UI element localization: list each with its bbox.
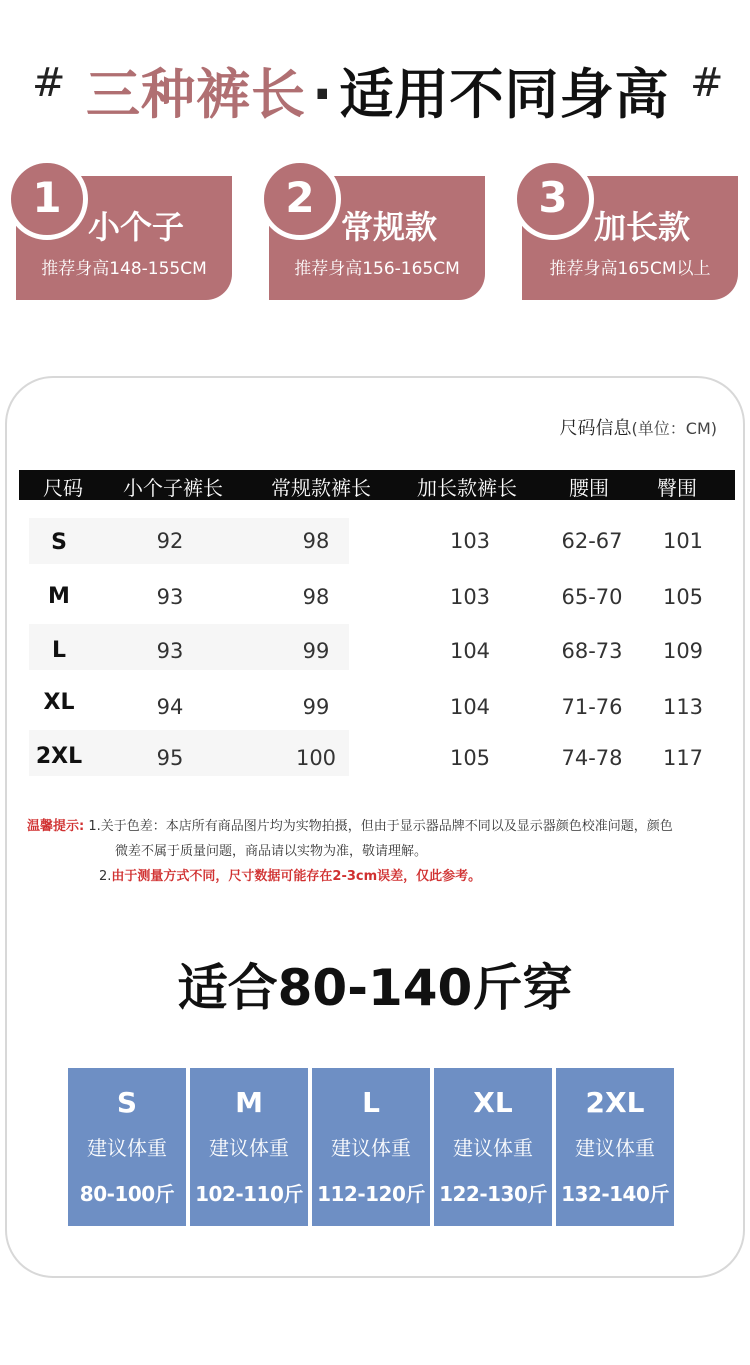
cell-long: 103 (449, 529, 491, 553)
size-info-unit: (单位：CM) (631, 419, 717, 438)
cell-size: S (51, 530, 67, 555)
size-panel (5, 376, 745, 1278)
weight-label: 建议体重 (87, 1136, 167, 1160)
cell-long: 104 (449, 695, 491, 719)
title-accent: 三种裤长 (86, 63, 306, 126)
weight-label: 建议体重 (331, 1136, 411, 1160)
card-height: 推荐身高165CM以上 (549, 259, 711, 279)
weight-box-m (190, 1068, 308, 1226)
title-rest: 适用不同身高 (339, 63, 670, 126)
weight-label: 建议体重 (209, 1136, 289, 1160)
weight-box-xl (434, 1068, 552, 1226)
cell-regular: 100 (295, 746, 337, 770)
cell-waist: 74-78 (561, 746, 623, 770)
row-shade (29, 518, 349, 564)
card-number-badge: 2 (259, 158, 341, 240)
card-height: 推荐身高156-165CM (294, 259, 460, 279)
weight-box-2xl (556, 1068, 674, 1226)
weight-label: 建议体重 (453, 1136, 533, 1160)
weight-size: 2XL (585, 1086, 645, 1119)
cell-waist: 68-73 (561, 639, 623, 663)
cell-hip: 113 (662, 695, 704, 719)
cell-waist: 65-70 (561, 585, 623, 609)
cell-regular: 98 (302, 529, 330, 553)
header-long-length: 加长款裤长 (417, 476, 517, 500)
page-title (0, 52, 750, 132)
title-dot: · (312, 63, 334, 126)
header-petite-length: 小个子裤长 (123, 476, 223, 500)
cell-hip: 117 (662, 746, 704, 770)
cell-petite: 95 (156, 746, 184, 770)
tip-text-2: 由于测量方式不同，尺寸数据可能存在2-3cm误差，仅此参考。 (111, 869, 482, 884)
size-info-label: 尺码信息 (559, 418, 632, 439)
header-waist: 腰围 (569, 476, 609, 500)
tip-text-1: 1.关于色差：本店所有商品图片均为实物拍摄，但由于显示器品牌不同以及显示器颜色校准问题，颜色 (88, 819, 673, 834)
cell-petite: 94 (156, 695, 184, 719)
card-height: 推荐身高148-155CM (41, 259, 207, 279)
header-size: 尺码 (43, 476, 83, 500)
cell-waist: 62-67 (561, 529, 623, 553)
weight-size: M (235, 1086, 263, 1119)
tip-line-2 (99, 864, 481, 889)
cell-regular: 99 (302, 695, 330, 719)
cell-regular: 98 (302, 585, 330, 609)
cell-long: 103 (449, 585, 491, 609)
cell-waist: 71-76 (561, 695, 623, 719)
title-text (86, 52, 670, 129)
cell-size: L (51, 638, 67, 663)
size-info-title (560, 414, 717, 440)
weight-size: XL (473, 1086, 513, 1119)
cell-petite: 93 (156, 585, 184, 609)
cell-size: XL (43, 690, 75, 715)
weight-range: 102-110斤 (195, 1182, 303, 1206)
cell-long: 104 (449, 639, 491, 663)
card-name: 常规款 (340, 208, 437, 246)
header-hip: 臀围 (657, 476, 697, 500)
cell-hip: 101 (662, 529, 704, 553)
card-name: 小个子 (87, 208, 184, 246)
weight-box-s (68, 1068, 186, 1226)
card-name: 加长款 (593, 208, 690, 246)
cell-hip: 109 (662, 639, 704, 663)
hash-left: # (32, 60, 66, 106)
cell-long: 105 (449, 746, 491, 770)
tip-number-2: 2. (99, 869, 112, 884)
fit-weight-title: 适合80-140斤穿 (177, 959, 573, 1017)
size-table-header (19, 470, 735, 500)
header-regular-length: 常规款裤长 (271, 476, 371, 500)
row-shade (29, 624, 349, 670)
tips-label: 温馨提示: (27, 819, 85, 834)
tip-line-1 (27, 814, 673, 839)
weight-range: 132-140斤 (561, 1182, 669, 1206)
cell-petite: 93 (156, 639, 184, 663)
cell-petite: 92 (156, 529, 184, 553)
weight-label: 建议体重 (575, 1136, 655, 1160)
length-card-long (522, 173, 738, 300)
weight-size: L (362, 1086, 380, 1119)
cell-size: M (48, 584, 70, 609)
card-number-badge: 1 (6, 158, 88, 240)
card-number-badge: 3 (512, 158, 594, 240)
length-card-petite (16, 173, 232, 300)
weight-size: S (116, 1086, 138, 1119)
weight-range: 80-100斤 (79, 1182, 175, 1206)
length-card-regular (269, 173, 485, 300)
cell-size: 2XL (35, 744, 83, 769)
weight-range: 122-130斤 (439, 1182, 547, 1206)
tip-line-1-cont: 微差不属于质量问题，商品请以实物为准，敬请理解。 (115, 844, 428, 859)
hash-right: # (690, 60, 724, 106)
cell-regular: 99 (302, 639, 330, 663)
weight-box-l (312, 1068, 430, 1226)
cell-hip: 105 (662, 585, 704, 609)
weight-range: 112-120斤 (317, 1182, 425, 1206)
